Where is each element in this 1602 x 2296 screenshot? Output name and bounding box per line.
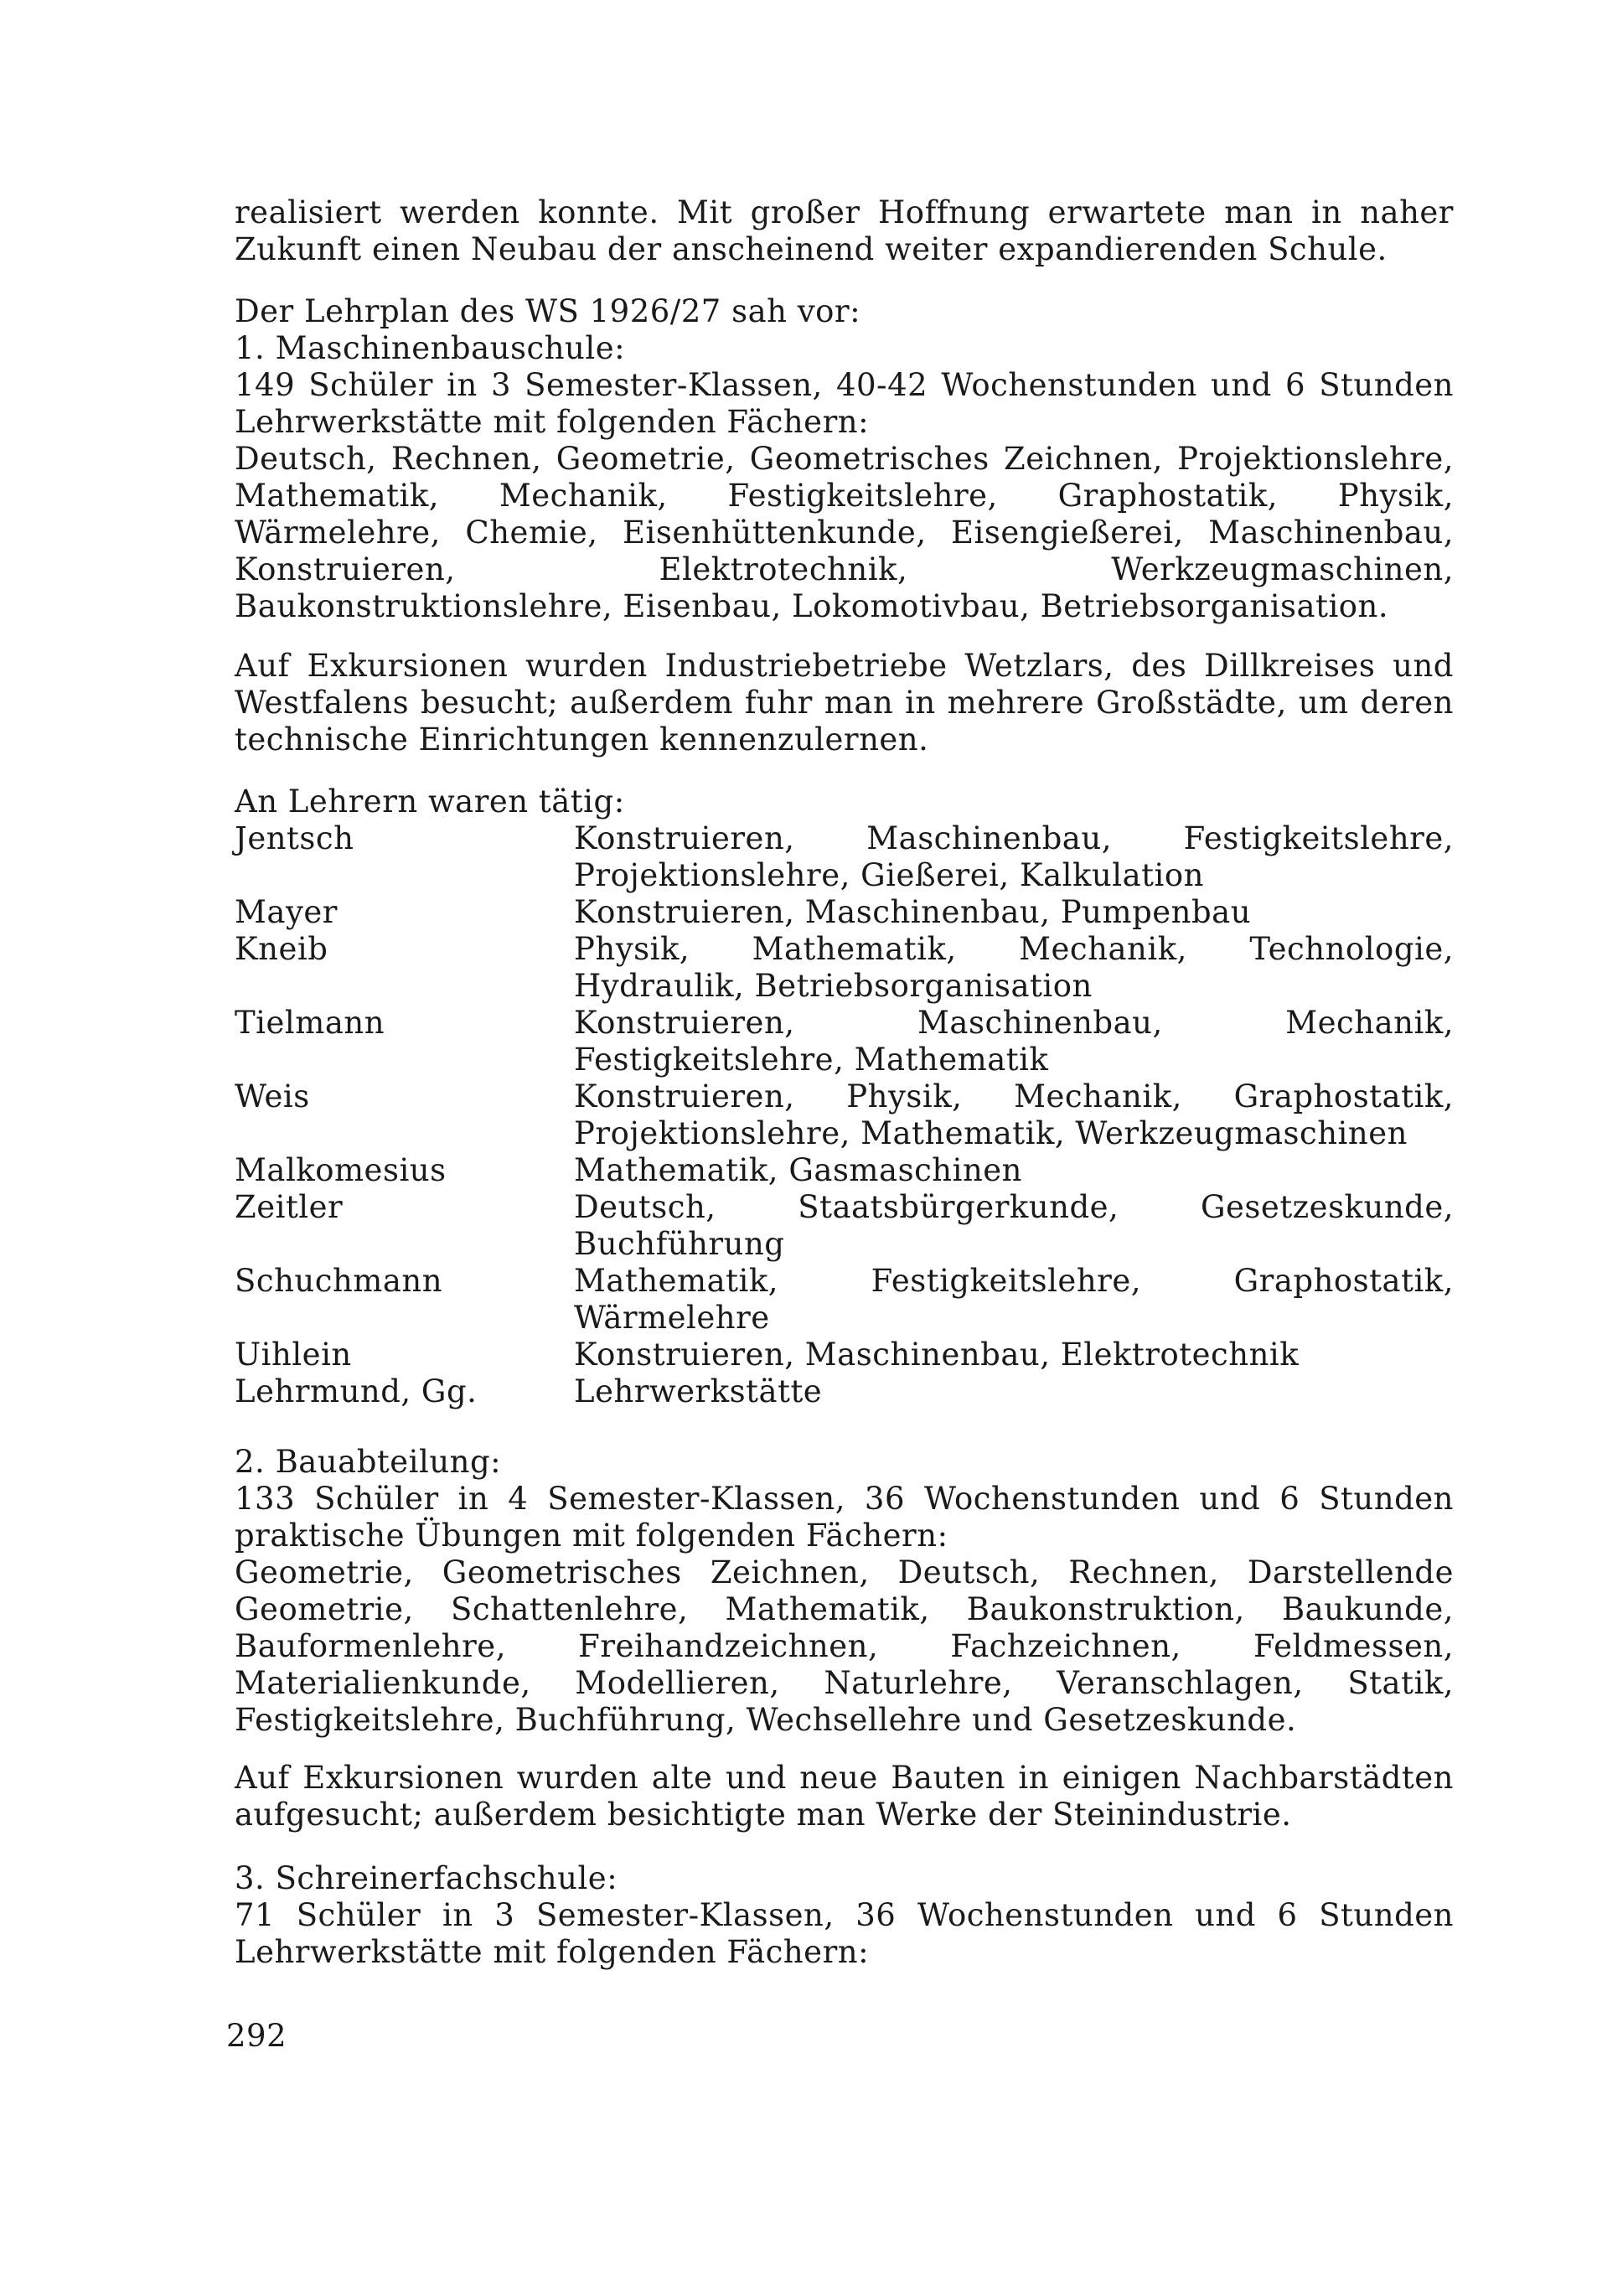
maschinenbau-subjects: Deutsch, Rechnen, Geometrie, Geometrisches Zeichnen, Projektionslehre, Mathematik, Mechanik, Festigkeitslehre, Graphostatik, Physik, Wärmelehre, Chemie, Eisenhüttenkunde, Eisengießerei, Maschinenbau, Konstruieren, Elektrotechnik, Werkzeugmaschinen, Baukonstruktionslehre, Eisenbau, Lokomotivbau, Betriebsorganisation. bbox=[235, 441, 1454, 624]
teacher-name: Weis bbox=[235, 1078, 310, 1114]
teacher-name: Lehrmund, Gg. bbox=[235, 1373, 478, 1409]
lehrplan-intro: Der Lehrplan des WS 1926/27 sah vor: bbox=[235, 293, 861, 329]
teacher-table bbox=[235, 820, 1454, 1410]
maschinenbau-block bbox=[235, 293, 1454, 625]
teacher-subjects: Konstruieren, Physik, Mechanik, Graphostatik, Projektionslehre, Mathematik, Werkzeugmaschinen bbox=[574, 1078, 1454, 1151]
teacher-subjects: Konstruieren, Maschinenbau, Pumpenbau bbox=[574, 894, 1252, 930]
teacher-subjects: Deutsch, Staatsbürgerkunde, Gesetzeskunde, Buchführung bbox=[574, 1189, 1454, 1262]
maschinenbau-heading: 1. Maschinenbauschule: bbox=[235, 330, 626, 366]
bauabteilung-block bbox=[235, 1444, 1454, 1739]
bauabteilung-excursions-block bbox=[235, 1760, 1454, 1833]
schreiner-heading: 3. Schreinerfachschule: bbox=[235, 1860, 618, 1896]
teacher-row bbox=[235, 931, 1454, 1005]
teacher-subjects: Lehrwerkstätte bbox=[574, 1373, 823, 1409]
teacher-name: Uihlein bbox=[235, 1337, 352, 1373]
teacher-row bbox=[235, 1078, 1454, 1152]
teacher-name: Schuchmann bbox=[235, 1263, 443, 1299]
teacher-subjects: Physik, Mathematik, Mechanik, Technologie, Hydraulik, Betriebsorganisation bbox=[574, 931, 1454, 1004]
teacher-row bbox=[235, 820, 1454, 894]
teacher-subjects: Konstruieren, Maschinenbau, Festigkeitslehre, Projektionslehre, Gießerei, Kalkulation bbox=[574, 820, 1454, 893]
bauabteilung-text: 133 Schüler in 4 Semester-Klassen, 36 Wochenstunden und 6 Stunden praktische Übungen mit folgenden Fächern: bbox=[235, 1481, 1454, 1554]
teacher-row bbox=[235, 1189, 1454, 1263]
teacher-row bbox=[235, 1373, 1454, 1410]
teacher-name: Zeitler bbox=[235, 1189, 344, 1225]
page-number: 292 bbox=[226, 2018, 287, 2054]
maschinenbau-excursions-block bbox=[235, 648, 1454, 758]
maschinenbau-excursions: Auf Exkursionen wurden Industriebetriebe Wetzlars, des Dillkreises und Westfalens besucht; außerdem fuhr man in mehrere Großstädte, um deren technische Einrichtungen kennenzulernen. bbox=[235, 648, 1454, 758]
teacher-row bbox=[235, 894, 1454, 931]
teacher-row bbox=[235, 1263, 1454, 1337]
teacher-row bbox=[235, 1337, 1454, 1373]
teacher-subjects: Mathematik, Festigkeitslehre, Graphostatik, Wärmelehre bbox=[574, 1263, 1454, 1336]
teachers-heading: An Lehrern waren tätig: bbox=[235, 783, 625, 820]
schreiner-block bbox=[235, 1860, 1454, 1971]
teacher-name: Kneib bbox=[235, 931, 328, 967]
bauabteilung-heading: 2. Bauabteilung: bbox=[235, 1444, 502, 1480]
teacher-name: Jentsch bbox=[235, 820, 354, 856]
intro-paragraph: realisiert werden konnte. Mit großer Hoffnung erwartete man in naher Zukunft einen Neubau der anscheinend weiter expandierenden Schule. bbox=[235, 194, 1454, 267]
bauabteilung-excursions: Auf Exkursionen wurden alte und neue Bauten in einigen Nachbarstädten aufgesucht; außerdem besichtigte man Werke der Steinindustrie. bbox=[235, 1760, 1454, 1833]
schreiner-text: 71 Schüler in 3 Semester-Klassen, 36 Wochenstunden und 6 Stunden Lehrwerkstätte mit folgenden Fächern: bbox=[235, 1897, 1454, 1970]
teacher-name: Tielmann bbox=[235, 1005, 385, 1041]
teacher-name: Malkomesius bbox=[235, 1152, 447, 1188]
teacher-subjects: Mathematik, Gasmaschinen bbox=[574, 1152, 1023, 1188]
teacher-row bbox=[235, 1152, 1454, 1189]
teacher-subjects: Konstruieren, Maschinenbau, Elektrotechnik bbox=[574, 1337, 1300, 1373]
intro-block bbox=[235, 194, 1454, 268]
teacher-subjects: Konstruieren, Maschinenbau, Mechanik, Festigkeitslehre, Mathematik bbox=[574, 1005, 1454, 1078]
teachers-heading-block bbox=[235, 783, 1454, 820]
bauabteilung-subjects: Geometrie, Geometrisches Zeichnen, Deutsch, Rechnen, Darstellende Geometrie, Schattenlehre, Mathematik, Baukonstruktion, Baukunde, Bauformenlehre, Freihandzeichnen, Fachzeichnen, Feldmessen, Materialienkunde, Modellieren, Naturlehre, Veranschlagen, Statik, Festigkeitslehre, Buchführung, Wechsellehre und Gesetzeskunde. bbox=[235, 1554, 1454, 1738]
maschinenbau-text: 149 Schüler in 3 Semester-Klassen, 40-42 Wochenstunden und 6 Stunden Lehrwerkstätte mit folgenden Fächern: bbox=[235, 367, 1454, 440]
teacher-row bbox=[235, 1005, 1454, 1078]
teacher-name: Mayer bbox=[235, 894, 338, 930]
